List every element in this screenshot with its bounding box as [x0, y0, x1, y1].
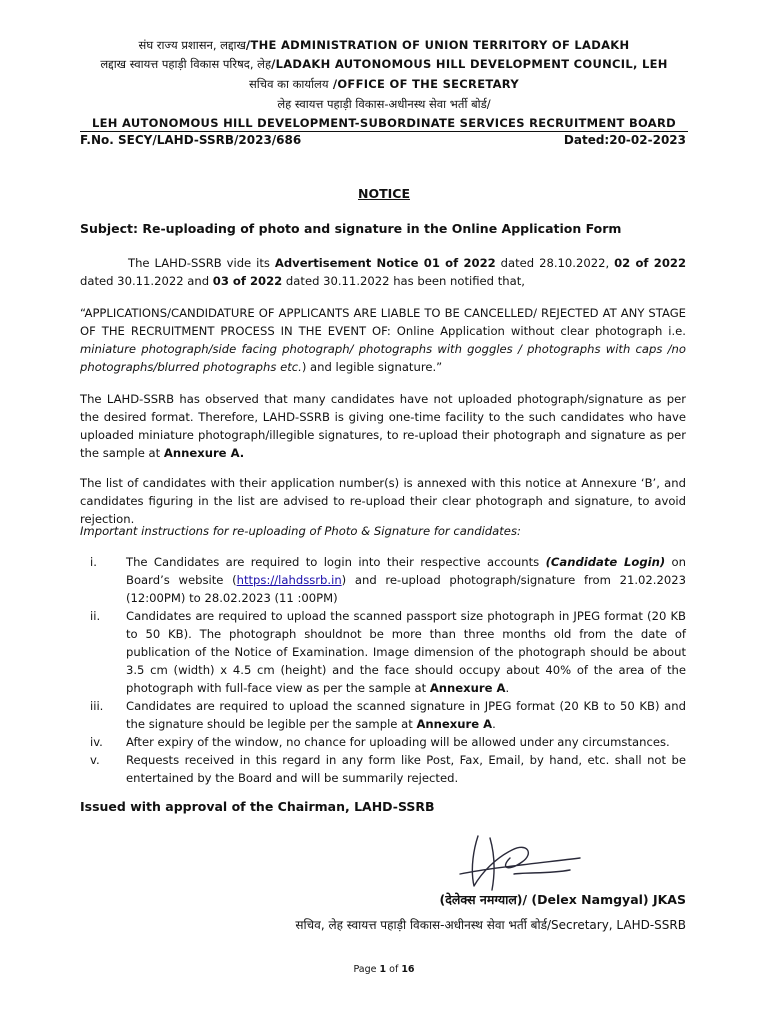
footer-of-word: of [386, 964, 402, 975]
annexure-a-ref: Annexure A [429, 681, 506, 695]
header-divider [80, 131, 688, 132]
header-line-2-english: /LADAKH AUTONOMOUS HILL DEVELOPMENT COUNCIL, LEH [271, 57, 668, 71]
footer-page-word: Page [353, 964, 380, 975]
para2-text-2: ) and legible signature.” [301, 360, 443, 374]
para3-annexure: Annexure A. [163, 446, 245, 460]
notice-date: Dated:20-02-2023 [563, 133, 686, 147]
header-line-3 [0, 77, 768, 91]
header-board-name: LEH AUTONOMOUS HILL DEVELOPMENT-SUBORDINATE SERVICES RECRUITMENT BOARD [92, 116, 676, 130]
signatory-name: (देलेक्स नमग्याल)/ (Delex Namgyal) JKAS [439, 892, 686, 907]
instruction-item [80, 751, 686, 787]
instruction-text: ) and re-upload photograph/signature from 21.02.2023 (12:00PM) to 28.02.2023 (11 :00PM) [126, 573, 686, 605]
instruction-item [80, 733, 686, 751]
para2-italic: miniature photograph/side facing photograph/ photographs with goggles / photographs with caps /no photographs/blurred photographs etc. [80, 342, 686, 374]
instruction-text: on Board’s website ( [126, 555, 686, 587]
para2-text-1: “APPLICATIONS/CANDIDATURE OF APPLICANTS ARE LIABLE TO BE CANCELLED/ REJECTED AT ANY STAGE OF THE RECRUITMENT PROCESS IN THE EVENT OF: Online Application without clear photograph i.e. [80, 306, 686, 338]
para1-text-4: dated 30.11.2022 has been notified that, [282, 274, 525, 288]
instruction-text: . [505, 681, 510, 695]
instruction-text: Requests received in this regard in any form like Post, Fax, Email, by hand, etc. shall not be entertained by the Board and will be summarily rejected. [126, 753, 686, 785]
header-line-1-hindi: संघ राज्य प्रशासन, लद्दाख [138, 38, 246, 52]
instruction-text: . [492, 717, 496, 731]
para3-text: The LAHD-SSRB has observed that many candidates have not uploaded photograph/signature as per the desired format. Therefore, LAHD-SSRB is giving one-time facility to the such candidates who have uploaded miniature photograph/illegible signatures, to re-upload their photograph and signature as per the sample at [80, 392, 686, 460]
para1-text-3: dated 30.11.2022 and [80, 274, 213, 288]
instruction-number: v. [90, 753, 100, 767]
instruction-item [80, 607, 686, 697]
header-line-1 [0, 38, 768, 52]
header-line-2-hindi: लद्दाख स्वायत्त पहाड़ी विकास परिषद, लेह [100, 57, 272, 71]
para1-text-2: dated 28.10.2022, [495, 256, 615, 270]
paragraph-annexure-b: The list of candidates with their application number(s) is annexed with this notice at Annexure ‘B’, and candidates figuring in the list are advised to re-upload their clear photograph and signature, to avoid rejection. [80, 476, 686, 526]
instruction-number: ii. [90, 609, 101, 623]
paragraph-advertisement [80, 254, 686, 290]
para1-notice-02: 02 of 2022 [614, 256, 687, 270]
candidate-login-text: (Candidate Login) [545, 555, 666, 569]
issued-with-approval: Issued with approval of the Chairman, LAHD-SSRB [80, 799, 435, 814]
header-line-3-english: /OFFICE OF THE SECRETARY [328, 77, 519, 91]
notice-title: NOTICE [358, 186, 410, 201]
website-link[interactable]: https://lahdssrb.in [236, 573, 342, 587]
total-pages: 16 [401, 964, 415, 975]
header-line-3-hindi: सचिव का कार्यालय [249, 77, 329, 91]
current-page-number: 1 [379, 964, 387, 975]
instructions-heading: Important instructions for re-uploading of Photo & Signature for candidates: [80, 524, 521, 538]
instruction-item [80, 697, 686, 733]
instruction-text: After expiry of the window, no chance for uploading will be allowed under any circumstances. [126, 735, 670, 749]
page-footer [0, 964, 768, 975]
instruction-number: iv. [90, 735, 103, 749]
para1-notice-01: Advertisement Notice 01 of 2022 [274, 256, 496, 270]
header-line-1-english: /THE ADMINISTRATION OF UNION TERRITORY OF LADAKH [245, 38, 630, 52]
annexure-a-ref: Annexure A [416, 717, 493, 731]
instruction-item [80, 553, 686, 607]
para1-text-1: The LAHD-SSRB vide its [128, 256, 275, 270]
paragraph-quote [80, 304, 686, 376]
instruction-text: Candidates are required to upload the scanned passport size photograph in JPEG format (20 KB to 50 KB). The photograph shouldnot be more than three months old from the date of publication of the Notice of Examination. Image dimension of the photograph should be about 3.5 cm (width) x 4.5 cm (height) and the face should occupy about 40% of the area of the photograph with full-face view as per the sample at [126, 609, 686, 695]
header-line-4 [0, 97, 768, 111]
para1-notice-03: 03 of 2022 [212, 274, 283, 288]
signatory-designation: सचिव, लेह स्वायत्त पहाड़ी विकास-अधीनस्थ सेवा भर्ती बोर्ड/Secretary, LAHD-SSRB [295, 918, 686, 932]
header-line-2 [0, 57, 768, 71]
instructions-list [80, 553, 686, 787]
file-number: F.No. SECY/LAHD-SSRB/2023/686 [80, 133, 302, 147]
header-line-5 [0, 116, 768, 130]
instruction-number: i. [90, 555, 97, 569]
instruction-number: iii. [90, 699, 104, 713]
instruction-text: Candidates are required to upload the scanned signature in JPEG format (20 KB to 50 KB) and the signature should be legible per the sample at [126, 699, 686, 731]
instruction-text: The Candidates are required to login into their respective accounts [126, 555, 546, 569]
handwritten-signature [430, 828, 600, 898]
header-line-4-hindi: लेह स्वायत्त पहाड़ी विकास-अधीनस्थ सेवा भर्ती बोर्ड/ [277, 97, 491, 111]
subject-line: Subject: Re-uploading of photo and signature in the Online Application Form [80, 221, 622, 236]
paragraph-observation [80, 390, 686, 462]
